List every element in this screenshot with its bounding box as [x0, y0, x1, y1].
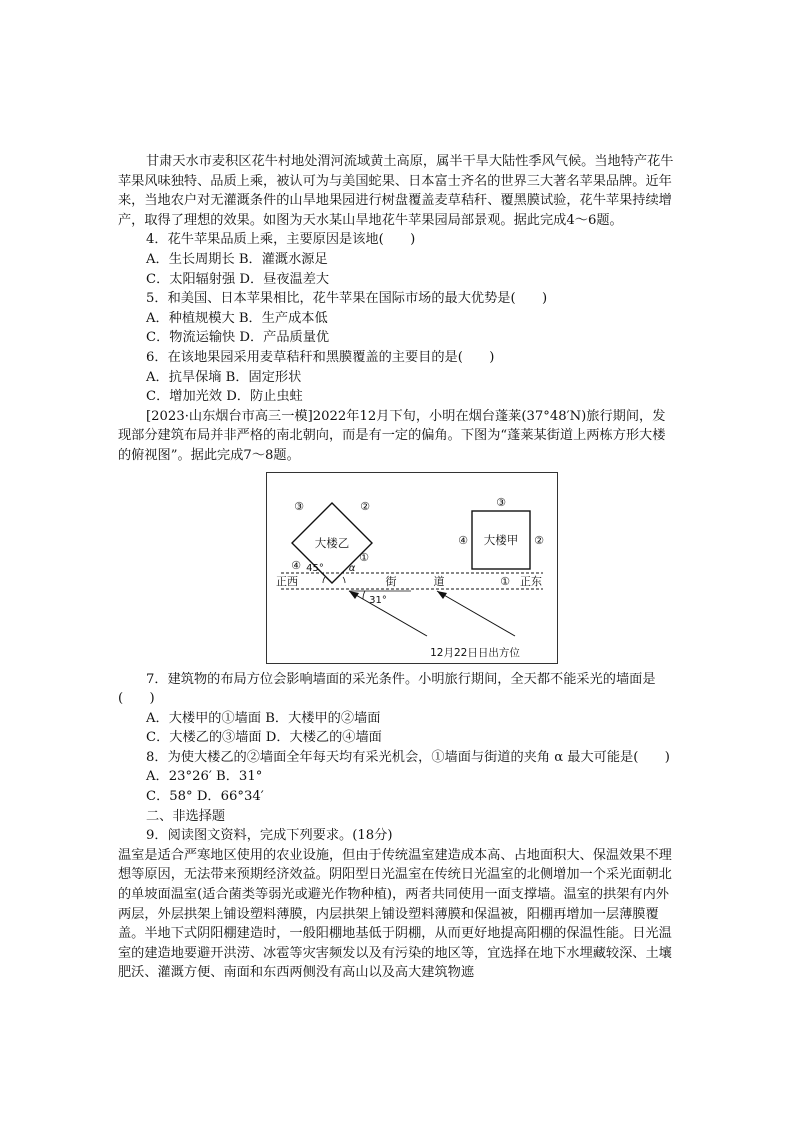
question-6-options-cd: C．增加光效 D．防止虫蛀 [146, 389, 303, 405]
sunrise-ray-2 [437, 591, 515, 636]
passage-greenhouse: 温室是适合严寒地区使用的农业设施，但由于传统温室建造成本高、占地面积大、保温效果不理想等原因，无法带来预期经济效益。阴阳型日光温室在传统日光温室的北侧增加一个采光面朝北的单坡面温室(适合菌类等弱光或避光作物种植)，两者共同使用一面支撑墙。温室的拱架有内外两层，外层拱架上铺设塑料薄膜，内层拱架上铺设塑料薄膜和保温被，阳棚再增加一层薄膜覆盖。半地下式阴阳棚建造时，一般阳棚地基低于阴棚，从而更好地提高阳棚的保温性能。日光温室的建造地要避开洪涝、冰雹等灾害频发以及有污染的地区等，宜选择在地下水埋藏较深、土壤肥沃、灌溉方便、南面和东西两侧没有高山以及高大建筑物遮 [118, 847, 672, 981]
question-4-options-ab: A．生长周期长 B．灌溉水源足 [146, 251, 328, 267]
figure-caption: 12月22日日出方位 [430, 646, 520, 659]
question-6-options-ab: A．抗旱保墒 B．固定形状 [146, 369, 302, 385]
angle-31-label: 31° [369, 594, 387, 606]
figure-diagram [267, 473, 557, 663]
question-7-stem: 7．建筑物的布局方位会影响墙面的采光条件。小明旅行期间，全天都不能采光的墙面是( ) [118, 671, 656, 707]
jia-wall-3: ③ [496, 495, 506, 509]
angle-45-label: 45° [306, 562, 324, 574]
street-label-2: 道 [433, 574, 445, 588]
question-4-stem: 4．花牛苹果品质上乘，主要原因是该地( ) [146, 232, 416, 248]
passage-buildings: [2023·山东烟台市高三一模]2022年12月下旬，小明在烟台蓬莱(37°48′N)旅行期间，发现部分建筑布局并非严格的南北朝向，而是有一定的偏角。下图为“蓬莱某街道上两栋方形大楼的俯视图”。据此完成7～8题。 [118, 408, 666, 463]
yi-wall-4: ④ [291, 558, 301, 572]
yi-wall-3: ③ [294, 499, 304, 513]
sunrise-arrow-1 [349, 591, 359, 599]
question-7-options-cd: C．大楼乙的③墙面 D．大楼乙的④墙面 [146, 730, 382, 746]
east-label: 正东 [520, 574, 542, 588]
sunrise-ray-1 [349, 591, 427, 636]
question-8-options-cd: C．58° D．66°34′ [146, 789, 264, 805]
question-8-stem: 8．为使大楼乙的②墙面全年每天均有采光机会，①墙面与街道的夹角 α 最大可能是( ) [146, 749, 670, 765]
jia-wall-2: ② [534, 533, 544, 547]
building-yi-label: 大楼乙 [314, 535, 350, 550]
building-jia-label: 大楼甲 [483, 532, 519, 547]
building-orientation-figure [266, 472, 558, 664]
question-7-options-ab: A．大楼甲的①墙面 B．大楼甲的②墙面 [146, 710, 381, 726]
question-5-options-ab: A．种植规模大 B．生产成本低 [146, 310, 328, 326]
question-6-stem: 6．在该地果园采用麦草秸秆和黑膜覆盖的主要目的是( ) [146, 349, 495, 365]
jia-wall-4: ④ [458, 533, 468, 547]
question-5-options-cd: C．物流运输快 D．产品质量优 [146, 330, 330, 346]
alpha-label: α [348, 562, 356, 574]
question-5-stem: 5．和美国、日本苹果相比，花牛苹果在国际市场的最大优势是( ) [146, 291, 548, 307]
yi-wall-1: ① [359, 550, 369, 564]
yi-wall-2: ② [360, 499, 370, 513]
question-8-options-ab: A．23°26′ B．31° [146, 769, 263, 785]
west-label: 正西 [276, 574, 298, 588]
jia-wall-1: ① [500, 574, 510, 588]
angle-45-arc [323, 577, 325, 583]
section-heading-nonchoice: 二、非选择题 [146, 808, 226, 824]
alpha-arc [343, 577, 345, 583]
question-4-options-cd: C．太阳辐射强 D．昼夜温差大 [146, 271, 330, 287]
sunrise-arrow-2 [437, 591, 447, 599]
question-9-stem: 9．阅读图文资料，完成下列要求。(18分) [146, 828, 393, 844]
document-content [118, 152, 678, 983]
street-label-1: 街 [385, 574, 397, 588]
passage-apple: 甘肃天水市麦积区花牛村地处渭河流域黄土高原，属半干旱大陆性季风气候。当地特产花牛苹果风味独特、品质上乘，被认可为与美国蛇果、日本富士齐名的世界三大著名苹果品牌。近年来，当地农户对无灌溉条件的山旱地果园进行树盘覆盖麦草秸秆、覆黑膜试验，花牛苹果持续增产，取得了理想的效果。如图为天水某山旱地花牛苹果园局部景观。据此完成4～6题。 [118, 154, 674, 228]
angle-31-arc [363, 591, 365, 599]
